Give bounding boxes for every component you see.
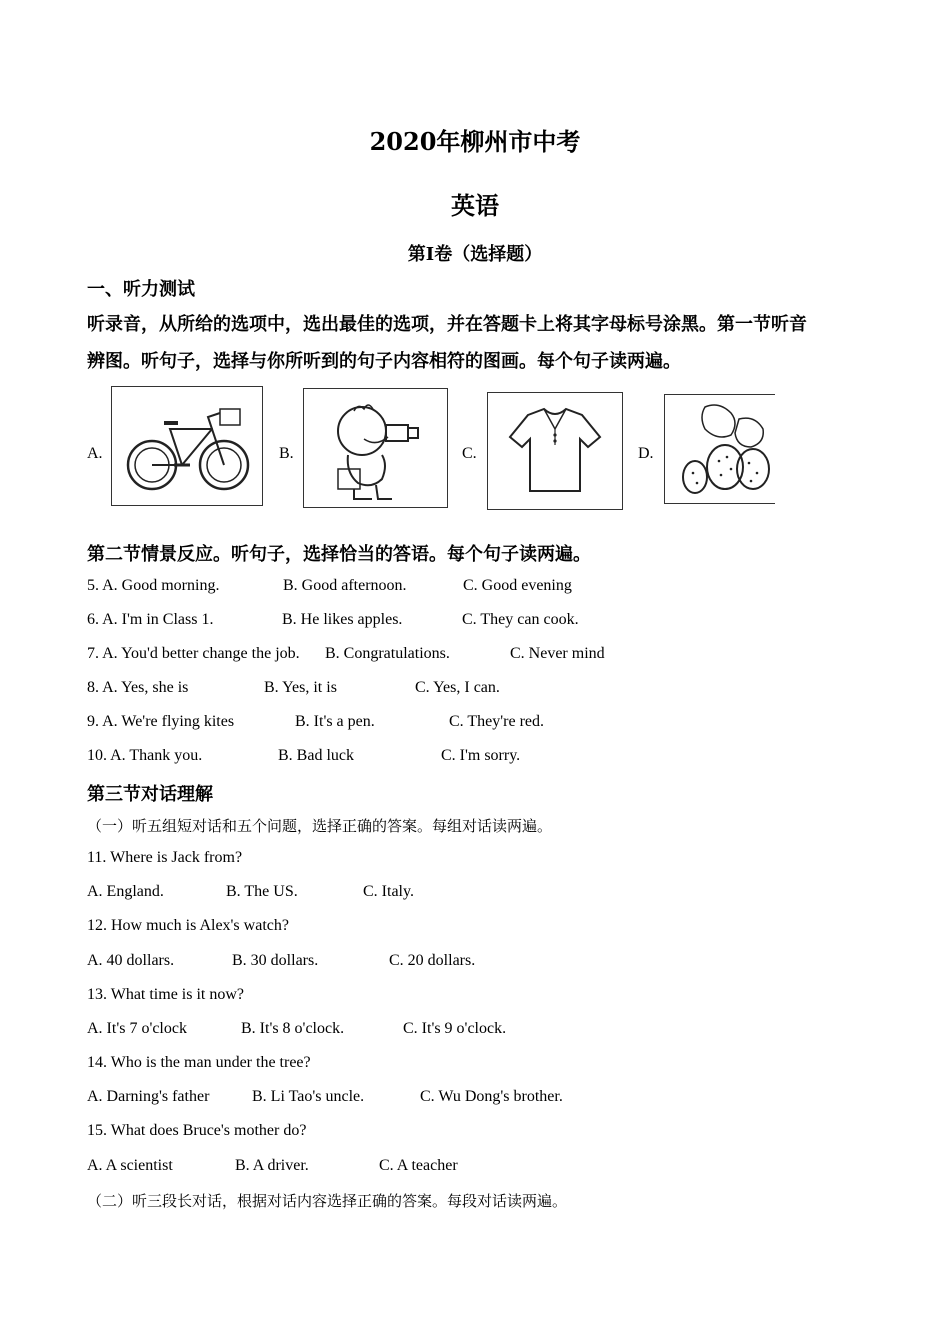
- q10-option-c: C. I'm sorry.: [441, 747, 521, 764]
- q8-option-a: 8. A. Yes, she is: [87, 679, 189, 696]
- q6-option-c: C. They can cook.: [462, 611, 579, 628]
- section2-heading: 第二节情景反应。听句子，选择恰当的答语。每个句子读两遍。: [87, 544, 591, 565]
- q15-option-a: A. A scientist: [87, 1157, 173, 1174]
- q5-option-a: 5. A. Good morning.: [87, 577, 220, 594]
- q11-option-b: B. The US.: [226, 883, 298, 900]
- q8-option-b: B. Yes, it is: [264, 679, 337, 696]
- q12-option-c: C. 20 dollars.: [389, 952, 476, 969]
- q12-option-a: A. 40 dollars.: [87, 952, 175, 969]
- part-title: 第Ⅰ卷（选择题）: [407, 244, 543, 265]
- section1-instruction-line1: 听录音，从所给的选项中，选出最佳的选项，并在答题卡上将其字母标号涂黑。第一节听音: [87, 314, 807, 335]
- q9-option-c: C. They're red.: [449, 713, 544, 730]
- q6-option-a: 6. A. I'm in Class 1.: [87, 611, 214, 628]
- q7-option-c: C. Never mind: [510, 645, 605, 662]
- q12-question: 12. How much is Alex's watch?: [87, 917, 289, 934]
- section1-instruction-line2: 辨图。听句子，选择与你所听到的句子内容相符的图画。每个句子读两遍。: [87, 351, 681, 372]
- q7-option-a: 7. A. You'd better change the job.: [87, 645, 300, 662]
- picture-label-d: D.: [638, 445, 654, 462]
- q7-option-b: B. Congratulations.: [325, 645, 450, 662]
- section3-heading: 第三节对话理解: [87, 784, 213, 805]
- q14-option-a: A. Darning's father: [87, 1088, 210, 1105]
- q10-option-a: 10. A. Thank you.: [87, 747, 203, 764]
- q14-option-b: B. Li Tao's uncle.: [252, 1088, 365, 1105]
- section3-part1-instruction: （一）听五组短对话和五个问题，选择正确的答案。每组对话读两遍。: [87, 817, 553, 835]
- q13-option-b: B. It's 8 o'clock.: [241, 1020, 345, 1037]
- q14-option-c: C. Wu Dong's brother.: [420, 1088, 563, 1105]
- q11-option-c: C. Italy.: [363, 883, 414, 900]
- section1-heading: 一、听力测试: [87, 279, 195, 300]
- q6-option-b: B. He likes apples.: [282, 611, 403, 628]
- picture-label-a: A.: [87, 445, 103, 462]
- q12-option-b: B. 30 dollars.: [232, 952, 319, 969]
- q10-option-b: B. Bad luck: [278, 747, 354, 764]
- picture-label-c: C.: [462, 445, 477, 462]
- q15-option-c: C. A teacher: [379, 1157, 458, 1174]
- bicycle-image: [111, 386, 263, 506]
- q5-option-c: C. Good evening: [463, 577, 572, 594]
- q15-option-b: B. A driver.: [235, 1157, 309, 1174]
- boy-with-camera-image: [303, 388, 448, 508]
- q11-option-a: A. England.: [87, 883, 164, 900]
- q15-question: 15. What does Bruce's mother do?: [87, 1122, 307, 1139]
- q14-question: 14. Who is the man under the tree?: [87, 1054, 311, 1071]
- picture-label-b: B.: [279, 445, 294, 462]
- section3-part2-instruction: （二）听三段长对话，根据对话内容选择正确的答案。每段对话读两遍。: [87, 1192, 568, 1210]
- q13-option-a: A. It's 7 o'clock: [87, 1020, 187, 1037]
- q9-option-b: B. It's a pen.: [295, 713, 375, 730]
- page-title: 2020年柳州市中考: [369, 127, 581, 156]
- q11-question: 11. Where is Jack from?: [87, 849, 243, 866]
- q9-option-a: 9. A. We're flying kites: [87, 713, 235, 730]
- q5-option-b: B. Good afternoon.: [283, 577, 407, 594]
- q13-option-c: C. It's 9 o'clock.: [403, 1020, 507, 1037]
- q13-question: 13. What time is it now?: [87, 986, 245, 1003]
- subject-title: 英语: [451, 191, 499, 220]
- shirt-image: [487, 392, 623, 510]
- strawberries-image: [664, 394, 775, 504]
- q8-option-c: C. Yes, I can.: [415, 679, 500, 696]
